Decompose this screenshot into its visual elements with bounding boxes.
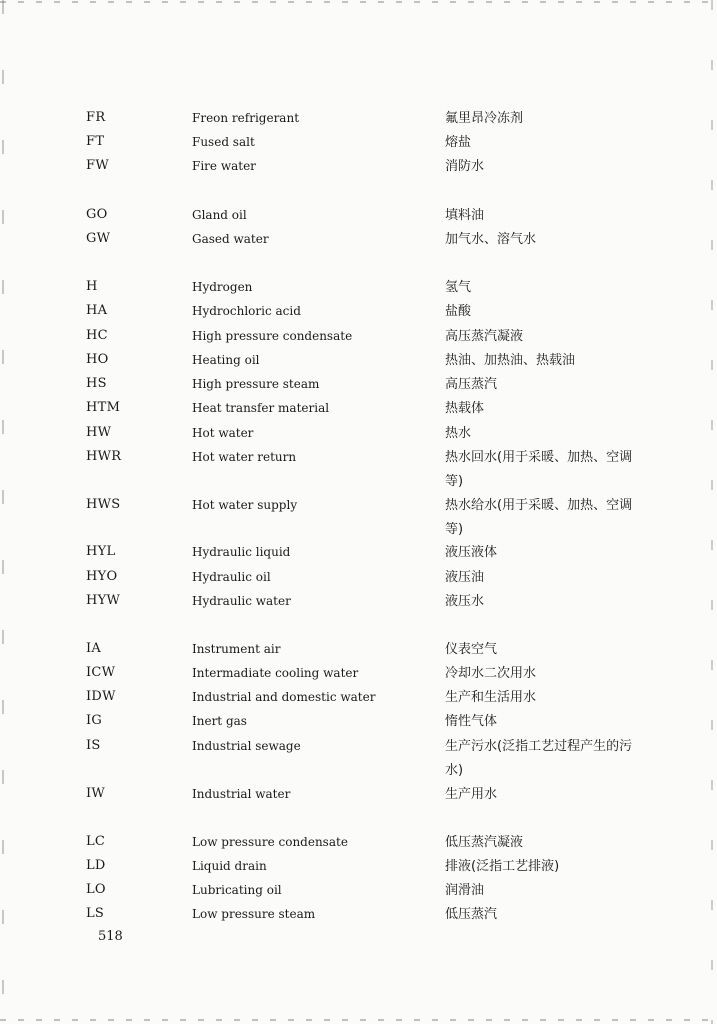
english-term: Intermadiate cooling water (192, 666, 359, 680)
table-row (0, 710, 717, 732)
abbreviation-code: LC (86, 834, 106, 849)
chinese-term: 填料油 (445, 208, 485, 223)
abbreviation-code: GW (86, 231, 111, 246)
abbreviation-code: HYO (86, 569, 118, 584)
chinese-term: 热水回水(用于采暖、加热、空调等) (445, 450, 633, 489)
table-row (0, 879, 717, 901)
chinese-term: 氢气 (445, 280, 472, 295)
scan-artifact-bottom (0, 1019, 717, 1021)
english-term: Heating oil (192, 353, 260, 367)
chinese-term: 生产污水(泛指工艺过程产生的污水) (445, 739, 633, 778)
chinese-term: 加气水、溶气水 (445, 232, 537, 247)
chinese-term: 冷却水二次用水 (445, 666, 537, 681)
english-term: Gland oil (192, 208, 247, 222)
table-row (0, 735, 717, 779)
english-term: Hot water supply (192, 498, 298, 512)
chinese-term: 排液(泛指工艺排液) (445, 859, 560, 874)
chinese-term: 熔盐 (445, 135, 472, 150)
english-term: Hydraulic water (192, 594, 291, 608)
abbreviation-code: HTM (86, 400, 121, 415)
chinese-term: 生产和生活用水 (445, 690, 537, 705)
abbreviation-code: LD (86, 858, 106, 873)
abbreviation-code: IS (86, 738, 101, 753)
table-row (0, 155, 717, 177)
chinese-term: 热水 (445, 426, 472, 441)
table-row (0, 204, 717, 226)
chinese-term: 低压蒸汽 (445, 907, 498, 922)
chinese-term: 盐酸 (445, 304, 472, 319)
chinese-term: 仪表空气 (445, 642, 498, 657)
english-term: Freon refrigerant (192, 111, 300, 125)
chinese-term: 惰性气体 (445, 714, 498, 729)
table-row (0, 590, 717, 612)
english-term: Low pressure condensate (192, 835, 348, 849)
table-row (0, 638, 717, 660)
abbreviation-code: LS (86, 906, 105, 921)
table-row (0, 566, 717, 588)
chinese-term: 高压蒸汽 (445, 377, 498, 392)
table-row (0, 541, 717, 563)
abbreviation-code: FR (86, 110, 106, 125)
english-term: Hydrochloric acid (192, 304, 301, 318)
table-row (0, 446, 717, 490)
chinese-term: 液压油 (445, 570, 485, 585)
table-row (0, 855, 717, 877)
table-row (0, 662, 717, 684)
english-term: Industrial sewage (192, 739, 301, 753)
chinese-term: 低压蒸汽凝液 (445, 835, 524, 850)
english-term: High pressure steam (192, 377, 320, 391)
table-row (0, 373, 717, 395)
abbreviation-code: FW (86, 158, 109, 173)
english-term: Heat transfer material (192, 401, 330, 415)
table-row (0, 131, 717, 153)
chinese-term: 热载体 (445, 401, 485, 416)
english-term: High pressure condensate (192, 329, 353, 343)
table-row (0, 903, 717, 925)
table-row (0, 831, 717, 853)
abbreviation-code: HYW (86, 593, 121, 608)
abbreviation-code: IDW (86, 689, 116, 704)
chinese-term: 消防水 (445, 159, 485, 174)
abbreviation-code: HWR (86, 449, 122, 464)
abbreviation-code: HA (86, 303, 108, 318)
english-term: Hydraulic liquid (192, 545, 291, 559)
english-term: Hydrogen (192, 280, 253, 294)
english-term: Gased water (192, 232, 269, 246)
chinese-term: 氟里昂冷冻剂 (445, 111, 524, 126)
english-term: Inert gas (192, 714, 247, 728)
abbreviation-code: HW (86, 425, 112, 440)
abbreviation-code: HC (86, 328, 108, 343)
table-row (0, 325, 717, 347)
chinese-term: 生产用水 (445, 787, 498, 802)
abbreviation-code: ICW (86, 665, 116, 680)
english-term: Hot water (192, 426, 254, 440)
chinese-term: 热油、加热油、热载油 (445, 353, 576, 368)
english-term: Fused salt (192, 135, 255, 149)
english-term: Lubricating oil (192, 883, 282, 897)
english-term: Liquid drain (192, 859, 267, 873)
chinese-term: 热水给水(用于采暖、加热、空调等) (445, 498, 633, 537)
abbreviation-code: HWS (86, 497, 121, 512)
table-row (0, 686, 717, 708)
abbreviation-code: H (86, 279, 98, 294)
abbreviation-code: IA (86, 641, 102, 656)
english-term: Low pressure steam (192, 907, 316, 921)
abbreviation-code: HO (86, 352, 109, 367)
english-term: Fire water (192, 159, 256, 173)
table-row (0, 783, 717, 805)
abbreviation-code: LO (86, 882, 106, 897)
table-row (0, 107, 717, 129)
abbreviation-code: IG (86, 713, 103, 728)
abbreviation-code: FT (86, 134, 105, 149)
page-number: 518 (98, 929, 123, 944)
table-row (0, 397, 717, 419)
english-term: Hot water return (192, 450, 297, 464)
table-row (0, 349, 717, 371)
english-term: Industrial water (192, 787, 291, 801)
table-row (0, 228, 717, 250)
english-term: Industrial and domestic water (192, 690, 376, 704)
english-term: Hydraulic oil (192, 570, 271, 584)
abbreviation-code: HS (86, 376, 107, 391)
chinese-term: 润滑油 (445, 883, 485, 898)
table-row (0, 300, 717, 322)
scan-artifact-top (0, 1, 717, 3)
abbreviation-code: IW (86, 786, 106, 801)
english-term: Instrument air (192, 642, 281, 656)
table-row (0, 276, 717, 298)
table-row (0, 494, 717, 538)
abbreviation-code: GO (86, 207, 108, 222)
chinese-term: 液压水 (445, 594, 485, 609)
chinese-term: 液压液体 (445, 545, 498, 560)
chinese-term: 高压蒸汽凝液 (445, 329, 524, 344)
abbreviation-code: HYL (86, 544, 116, 559)
table-row (0, 422, 717, 444)
